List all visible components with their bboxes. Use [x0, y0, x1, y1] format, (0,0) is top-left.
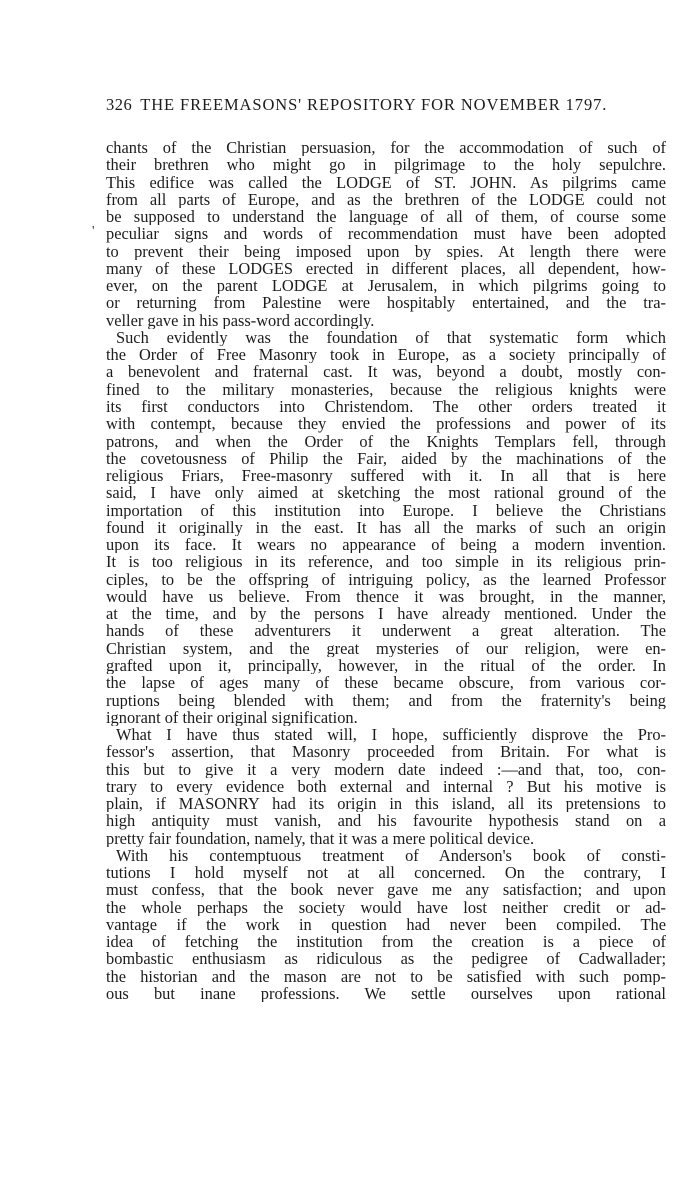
paragraph: [106, 329, 666, 726]
text-line: What I have thus stated will, I hope, sufficiently disprove the Pro-: [116, 726, 666, 744]
text-line: upon its face. It wears no appearance of being a modern invention.: [106, 536, 666, 554]
text-line: found it originally in the east. It has all the marks of such an origin: [106, 518, 666, 537]
page-number: 326: [106, 95, 133, 114]
text-line: their brethren who might go in pilgrimage to the holy sepulchre.: [106, 156, 666, 174]
text-line: importation of this institution into Europe. I believe the Christians: [106, 501, 666, 519]
text-line: a benevolent and fraternal cast. It was, beyond a doubt, mostly con-: [106, 363, 666, 381]
text-line: many of these LODGES erected in different places, all dependent, how-: [106, 259, 666, 278]
text-line: with contempt, because they envied the professions and power of its: [106, 415, 666, 433]
text-line: veller gave in his pass-word accordingly.: [106, 311, 375, 329]
text-line: pretty fair foundation, namely, that it was a mere political device.: [106, 829, 535, 847]
running-head: [106, 92, 666, 118]
text-line: this but to give it a very modern date indeed :—and that, too, con-: [106, 760, 666, 778]
text-line: the covetousness of Philip the Fair, aided by the machinations of the: [106, 449, 666, 468]
text-line: ous but inane professions. We settle ourselves upon rational: [106, 985, 666, 1003]
text-line: the lapse of ages many of these became obscure, from various cor-: [106, 674, 666, 692]
text-line: idea of fetching the institution from the creation is a piece of: [106, 933, 666, 951]
text-line: chants of the Christian persuasion, for the accommodation of such of: [106, 139, 666, 157]
text-line: This edifice was called the LODGE of ST. JOHN. As pilgrims came: [106, 173, 666, 191]
text-line: ruptions being blended with them; and from the fraternity's being: [106, 691, 666, 709]
text-line: ever, on the parent LODGE at Jerusalem, in which pilgrims going to: [106, 277, 666, 295]
paragraph: [106, 847, 666, 1002]
text-line: Such evidently was the foundation of that systematic form which: [116, 328, 666, 347]
running-title: THE FREEMASONS' REPOSITORY FOR NOVEMBER 1797.: [140, 95, 608, 114]
text-line: at the time, and by the persons I have already mentioned. Under the: [106, 605, 666, 623]
text-line: high antiquity must vanish, and his favourite hypothesis stand on a: [106, 812, 666, 830]
paragraph: [106, 726, 666, 847]
text-line: would have us believe. From thence it was brought, in the manner,: [106, 587, 666, 606]
text-line: the Order of Free Masonry took in Europe, as a society principally of: [106, 346, 666, 364]
text-line: must confess, that the book never gave me any satisfaction; and upon: [106, 881, 666, 899]
page: [106, 92, 666, 1002]
text-line: or returning from Palestine were hospitably entertained, and the tra-: [106, 294, 666, 312]
article-body: [106, 139, 666, 1002]
text-line: trary to every evidence both external and internal ? But his motive is: [106, 777, 666, 796]
text-line: from all parts of Europe, and as the brethren of the LODGE could not: [106, 190, 666, 209]
text-line: said, I have only aimed at sketching the most rational ground of the: [106, 484, 666, 502]
text-line: be supposed to understand the language of all of them, of course some: [106, 208, 666, 226]
text-line: hands of these adventurers it underwent a great alteration. The: [106, 622, 666, 640]
text-line: the whole perhaps the society would have lost neither credit or ad-: [106, 898, 666, 916]
text-line: fessor's assertion, that Masonry proceeded from Britain. For what is: [106, 743, 666, 761]
text-line: bombastic enthusiasm as ridiculous as the pedigree of Cadwallader;: [106, 950, 666, 968]
text-line: It is too religious in its reference, and too simple in its religious prin-: [106, 553, 666, 571]
text-line: peculiar signs and words of recommendation must have been adopted: [106, 225, 666, 243]
text-line: patrons, and when the Order of the Knights Templars fell, through: [106, 432, 666, 450]
margin-tick: ': [92, 224, 95, 239]
text-line: the historian and the mason are not to be satisfied with such pomp-: [106, 967, 666, 986]
text-line: religious Friars, Free-masonry suffered with it. In all that is here: [106, 467, 666, 485]
paragraph: [106, 139, 666, 329]
text-line: grafted upon it, principally, however, in the ritual of the order. In: [106, 656, 666, 675]
text-line: With his contemptuous treatment of Anderson's book of consti-: [116, 846, 666, 865]
text-line: Christian system, and the great mysteries of our religion, were en-: [106, 639, 666, 657]
text-line: its first conductors into Christendom. The other orders treated it: [106, 397, 666, 416]
text-line: fined to the military monasteries, because the religious knights were: [106, 380, 666, 398]
text-line: to prevent their being imposed upon by spies. At length there were: [106, 242, 666, 260]
text-line: tutions I hold myself not at all concerned. On the contrary, I: [106, 864, 666, 882]
text-line: ciples, to be the offspring of intriguing policy, as the learned Professor: [106, 570, 666, 588]
text-line: vantage if the work in question had never been compiled. The: [106, 915, 666, 934]
text-line: plain, if MASONRY had its origin in this island, all its pretensions to: [106, 795, 666, 813]
text-line: ignorant of their original signification.: [106, 708, 358, 727]
